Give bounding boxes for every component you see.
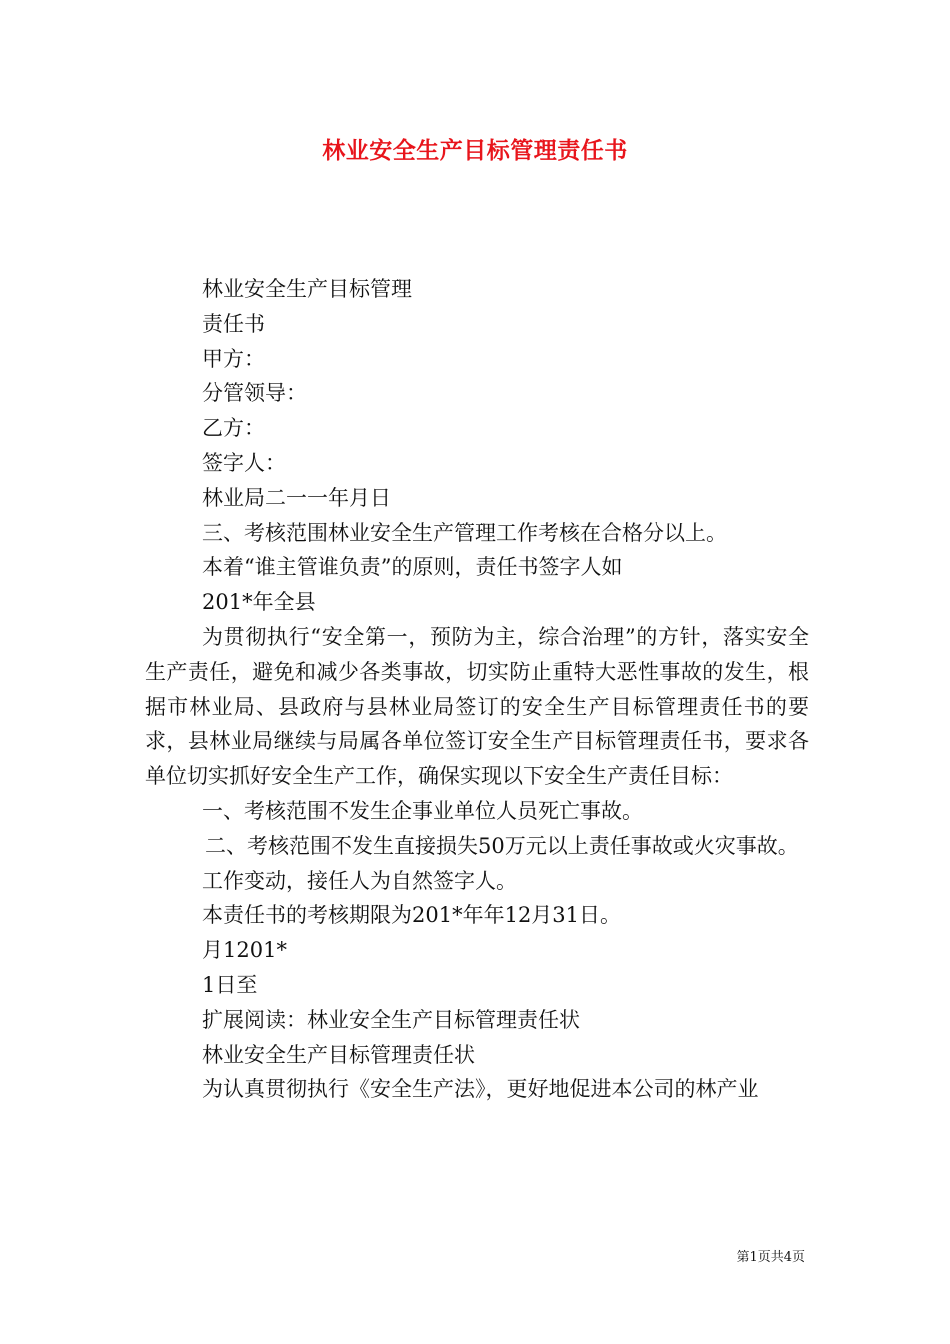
- paragraph: 林业局二一一年月日: [202, 485, 391, 510]
- paragraph: 林业安全生产目标管理: [202, 277, 412, 301]
- paragraph: 本责任书的考核期限为201*年年12月31日。: [202, 903, 622, 928]
- paragraph: 乙方：: [202, 416, 265, 441]
- paragraph: 本着“谁主管谁负责”的原则，责任书签字人如: [202, 555, 623, 580]
- paragraph: 二、考核范围不发生直接损失50万元以上责任事故或火灾事故。: [205, 833, 799, 858]
- paragraph: 三、考核范围林业安全生产管理工作考核在合格分以上。: [202, 520, 727, 545]
- document-body: [145, 272, 809, 1107]
- paragraph: 一、考核范围不发生企事业单位人员死亡事故。: [202, 798, 643, 823]
- paragraph: 为贯彻执行“安全第一，预防为主，综合治理”的方针，落实安全生产责任，避免和减少各类事故，切实防止重特大恶性事故的发生，根据市林业局、县政府与县林业局签订的安全生产目标管理责任书的要求，县林业局继续与局属各单位签订安全生产目标管理责任书，要求各单位切实抓好安全生产工作，确保实现以下安全生产责任目标：: [145, 624, 809, 789]
- paragraph: 工作变动，接任人为自然签字人。: [202, 868, 517, 893]
- paragraph: 月1201*: [202, 938, 287, 963]
- paragraph: 责任书: [202, 311, 265, 336]
- paragraph: 林业安全生产目标管理责任状: [202, 1042, 475, 1067]
- paragraph: 签字人：: [202, 450, 286, 475]
- paragraph: 201*年全县: [202, 590, 316, 615]
- paragraph: 为认真贯彻执行《安全生产法》，更好地促进本公司的林产业: [202, 1077, 759, 1102]
- paragraph: 分管领导：: [202, 381, 307, 406]
- paragraph: 1日至: [202, 972, 258, 997]
- paragraph: 扩展阅读：林业安全生产目标管理责任状: [202, 1007, 580, 1032]
- paragraph: 甲方：: [202, 346, 265, 371]
- document-title: 林业安全生产目标管理责任书: [322, 137, 628, 164]
- page-number-footer: 第1页共4页: [736, 1250, 805, 1265]
